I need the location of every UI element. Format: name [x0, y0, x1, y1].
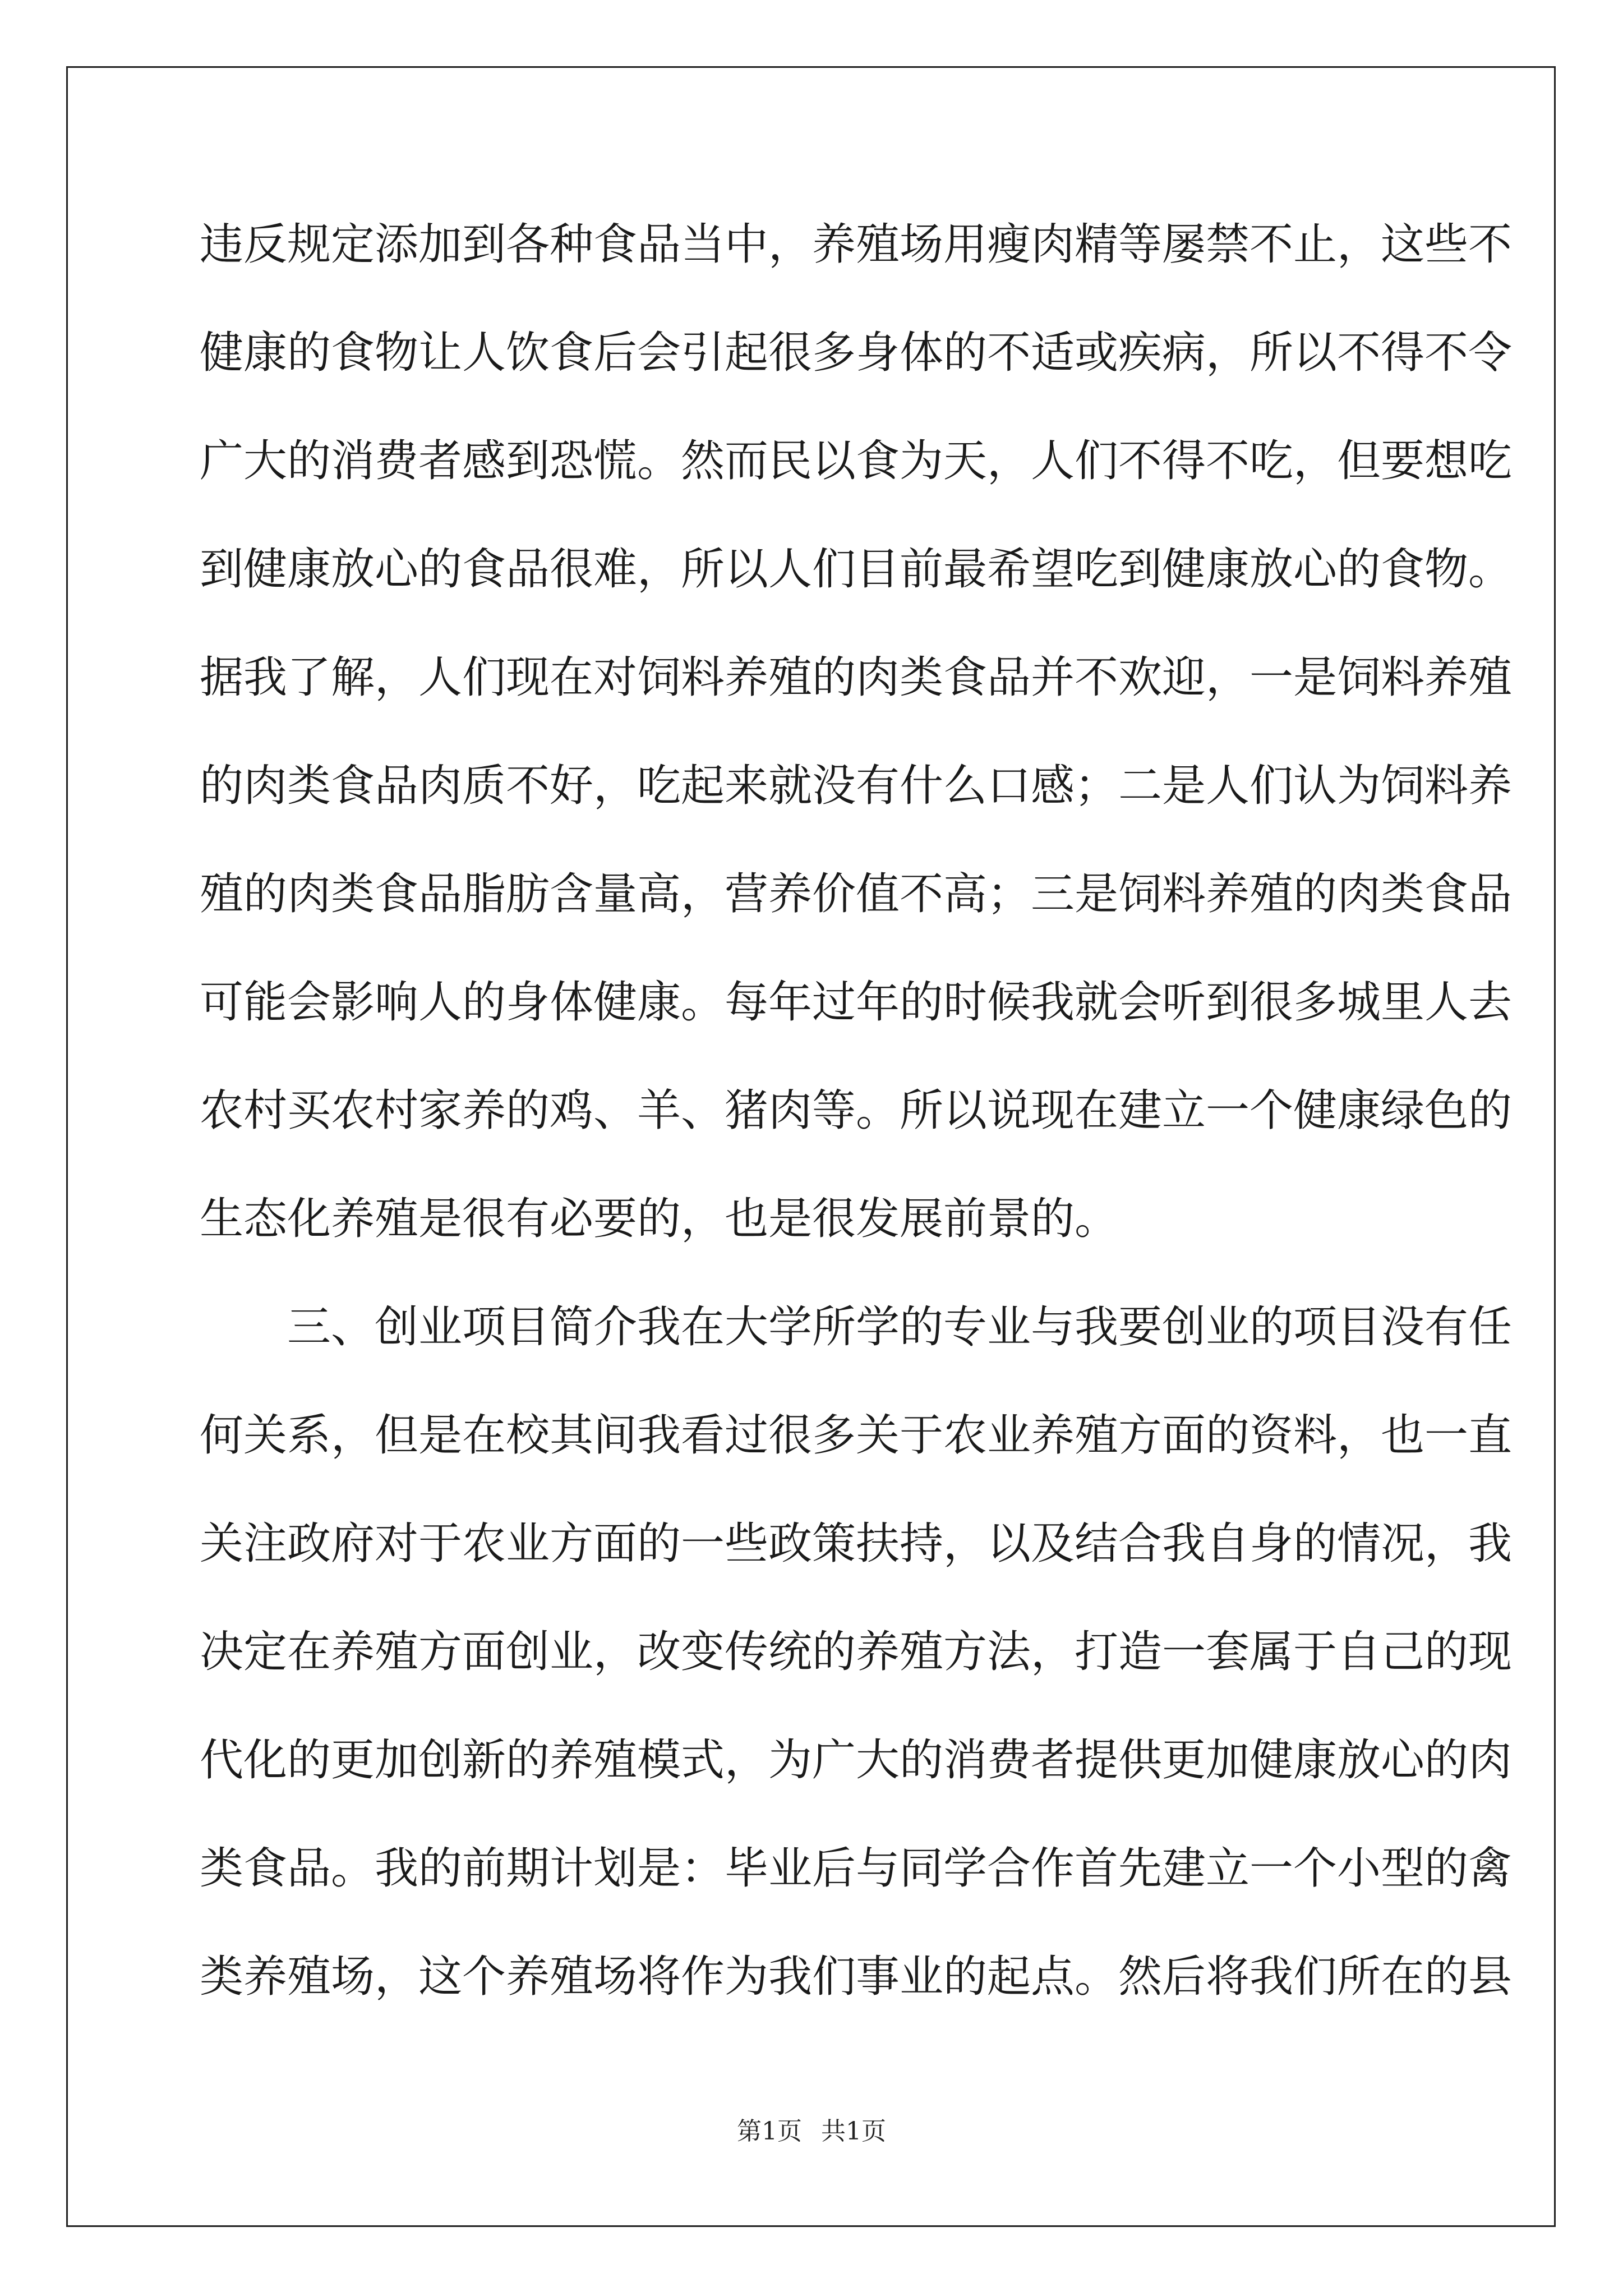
text-line: 可能会影响人的身体健康。每年过年的时候我就会听到很多城里人去	[200, 977, 1513, 1028]
text-line: 代化的更加创新的养殖模式，为广大的消费者提供更加健康放心的肉	[200, 1735, 1513, 1786]
text-line: 违反规定添加到各种食品当中，养殖场用瘦肉精等屡禁不止，这些不	[200, 219, 1513, 270]
page-number: 第1页	[737, 2117, 802, 2146]
text-line: 类食品。我的前期计划是：毕业后与同学合作首先建立一个小型的禽	[200, 1843, 1513, 1894]
text-line: 殖的肉类食品脂肪含量高，营养价值不高；三是饲料养殖的肉类食品	[200, 869, 1513, 919]
text-line: 决定在养殖方面创业，改变传统的养殖方法，打造一套属于自己的现	[200, 1627, 1513, 1677]
text-line: 健康的食物让人饮食后会引起很多身体的不适或疾病，所以不得不令	[200, 328, 1513, 378]
text-line: 生态化养殖是很有必要的，也是很发展前景的。	[200, 1194, 1119, 1244]
page-total: 共1页	[821, 2117, 886, 2146]
text-line: 关注政府对于农业方面的一些政策扶持，以及结合我自身的情况，我	[200, 1519, 1513, 1569]
text-line: 类养殖场，这个养殖场将作为我们事业的起点。然后将我们所在的县	[200, 1952, 1513, 2002]
text-line: 据我了解，人们现在对饲料养殖的肉类食品并不欢迎，一是饲料养殖	[200, 652, 1513, 703]
text-line: 的肉类食品肉质不好，吃起来就没有什么口感；二是人们认为饲料养	[200, 761, 1513, 811]
text-line: 农村买农村家养的鸡、羊、猪肉等。所以说现在建立一个健康绿色的	[200, 1085, 1513, 1136]
text-line: 三、创业项目简介我在大学所学的专业与我要创业的项目没有任	[200, 1302, 1513, 1352]
text-line: 到健康放心的食品很难，所以人们目前最希望吃到健康放心的食物。	[200, 544, 1513, 595]
page-footer	[0, 2115, 1623, 2148]
document-body	[200, 191, 1513, 2031]
text-line: 广大的消费者感到恐慌。然而民以食为天，人们不得不吃，但要想吃	[200, 436, 1513, 486]
text-line: 何关系，但是在校其间我看过很多关于农业养殖方面的资料，也一直	[200, 1410, 1513, 1461]
